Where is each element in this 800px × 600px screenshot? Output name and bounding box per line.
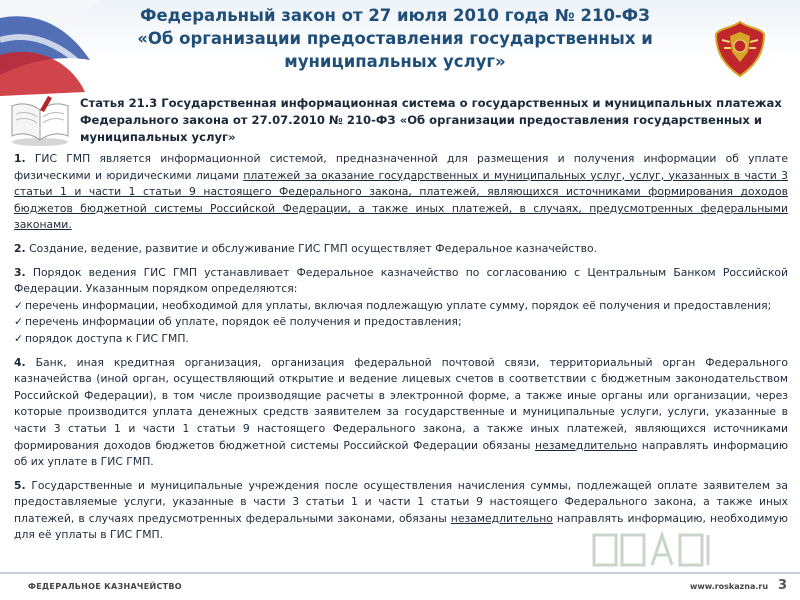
list-item xyxy=(14,331,788,348)
list-item-text: перечень информации, необходимой для уплаты, включая подлежащую уплате сумму, порядок её получения и предоставления; xyxy=(25,298,772,312)
checkmark-icon: ✓ xyxy=(14,315,24,329)
title-line-3: муниципальных услуг» xyxy=(284,52,506,71)
paragraph-number: 2. xyxy=(14,241,26,255)
flag-icon xyxy=(0,0,120,96)
paragraph-4 xyxy=(14,355,788,471)
underlined-text: платежей за оказание государственных и муниципальных услуг, услуг, указанных в части 3 статьи 1 и части 1 статьи 9 настоящего Федерального закона, платежей, являющихся источниками формирования доходов бюджетов бюджетной системы Российской Федерации, а также иных платежей, в случаях, предусмотренных федеральными законами. xyxy=(14,168,788,232)
page-number: 3 xyxy=(778,578,788,593)
list-item-text: порядок доступа к ГИС ГМП. xyxy=(25,331,189,345)
footer-website-link[interactable]: www.roskazna.ru xyxy=(690,582,769,591)
watermark-logo-icon xyxy=(592,521,722,571)
paragraph-text: Банк, иная кредитная организация, организация федеральной почтовой связи, территориальный орган Федерального казначейства (иной орган, осуществляющий открытие и ведение лицевых счетов в соответствии с бюджетным законодательством Российской Федерации), в том числе производящие расчеты в электронной форме, а также иные органы или организации, через которые производится уплата денежных средств заявителем за государственные и муниципальные услуги, услуги, указанные в части 3 статьи 1 и части 1 статьи 9 настоящего Федерального закона, а также иных платежей, являющихся источниками формирования доходов бюджетов бюджетной системы Российской Федерации обязаны xyxy=(14,355,788,452)
paragraph-text: Создание, ведение, развитие и обслуживание ГИС ГМП осуществляет Федеральное казначейство. xyxy=(29,241,598,255)
list-item xyxy=(14,298,788,315)
slide-footer xyxy=(0,574,800,600)
underlined-text: незамедлительно xyxy=(535,438,638,452)
paragraph-3 xyxy=(14,265,788,298)
slide-header xyxy=(0,0,800,88)
list-item-text: перечень информации об уплате, порядок её получения и предоставления; xyxy=(25,315,462,329)
paragraph-1 xyxy=(14,151,788,234)
paragraph-text: Порядок ведения ГИС ГМП устанавливает Федеральное казначейство по согласованию с Центральным Банком Российской Федерации. Указанным порядком определяются: xyxy=(14,265,788,296)
page-title xyxy=(115,4,675,73)
article-heading: Статья 21.3 Государственная информационная система о государственных и муниципальных платежах Федерального закона от 27.07.2010 № 210-ФЗ «Об организации предоставления государственных и муниципальных услуг» xyxy=(80,96,782,144)
title-line-1: Федеральный закон от 27 июля 2010 года № 210-ФЗ xyxy=(140,6,650,25)
footer-organization: ФЕДЕРАЛЬНОЕ КАЗНАЧЕЙСТВО xyxy=(28,582,182,591)
emblem-icon xyxy=(712,18,768,80)
underlined-text: незамедлительно xyxy=(450,511,553,525)
paragraph-text: ГИС ГМП является информационной системой, предназначенной для размещения и получения информации об уплате физическими и юридическими лицами xyxy=(14,152,788,182)
list-item xyxy=(14,314,788,331)
checkmark-icon: ✓ xyxy=(14,331,24,345)
paragraph-number: 5. xyxy=(14,478,26,492)
paragraph-number: 1. xyxy=(14,152,26,165)
paragraph-number: 4. xyxy=(14,355,26,369)
paragraph-text: направлять информацию, необходимую для её уплаты в ГИС ГМП. xyxy=(14,511,789,542)
paragraph-number: 3. xyxy=(14,265,26,279)
paragraph-text: направлять информацию об их уплате в ГИС ГМП. xyxy=(14,438,788,469)
paragraph-text: Государственные и муниципальные учреждения после осуществления начисления суммы, подлежащей оплате заявителем за предоставляемые услуги, указанные в части 3 статьи 1 и части 1 статьи 9 настоящего Федерального закона, а также иных платежей, в случаях предусмотренных федеральными законами, обязаны xyxy=(14,478,788,525)
title-line-2: «Об организации предоставления государственных и xyxy=(137,29,653,48)
paragraph-2 xyxy=(14,241,788,258)
checkmark-icon: ✓ xyxy=(14,298,24,312)
open-book-icon xyxy=(8,92,72,148)
law-text xyxy=(14,151,788,551)
